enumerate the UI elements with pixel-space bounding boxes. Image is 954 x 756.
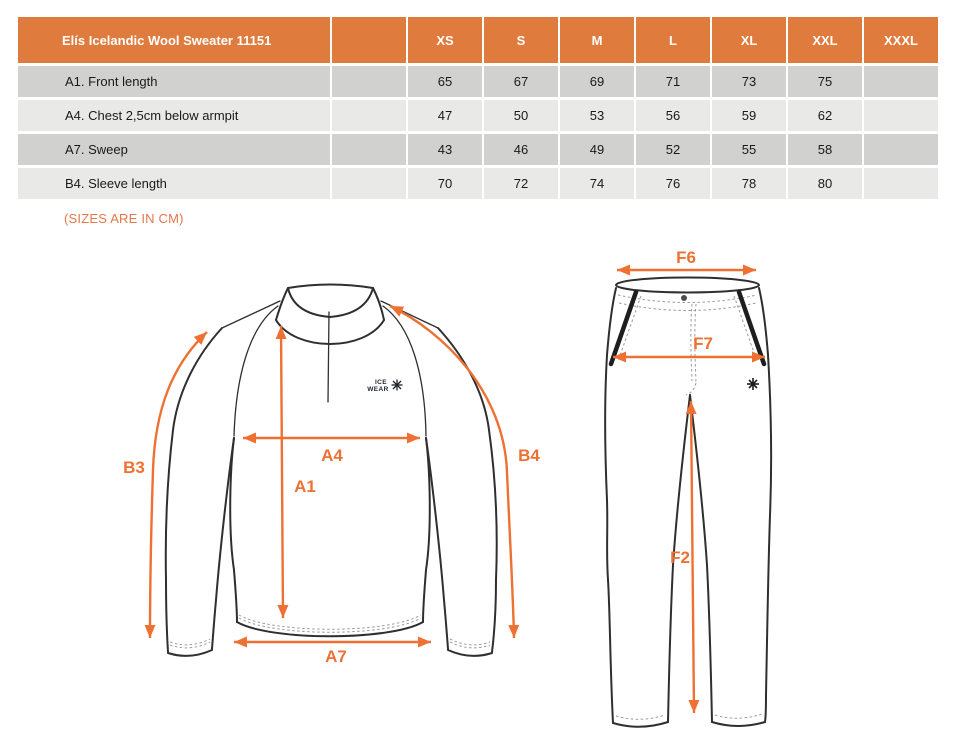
value-cell: 73 xyxy=(712,66,786,97)
value-cell: 78 xyxy=(712,168,786,199)
size-header-xxxl: XXXL xyxy=(864,17,938,63)
sweater-right-sleeve xyxy=(426,328,497,656)
row-spacer-cell xyxy=(332,66,406,97)
sweater-measurement-diagram xyxy=(110,270,560,690)
value-cell: 53 xyxy=(560,100,634,131)
value-cell xyxy=(864,100,938,131)
row-label-chest: A4. Chest 2,5cm below armpit xyxy=(18,100,330,131)
value-cell: 58 xyxy=(788,134,862,165)
value-cell: 65 xyxy=(408,66,482,97)
label-b3: B3 xyxy=(123,458,145,477)
row-spacer-cell xyxy=(332,100,406,131)
label-a7: A7 xyxy=(325,647,347,666)
row-label-front-length: A1. Front length xyxy=(18,66,330,97)
value-cell xyxy=(864,168,938,199)
pants-button xyxy=(681,295,687,301)
value-cell xyxy=(864,134,938,165)
label-f2: F2 xyxy=(670,548,690,567)
value-cell: 76 xyxy=(636,168,710,199)
value-cell: 46 xyxy=(484,134,558,165)
value-cell: 47 xyxy=(408,100,482,131)
label-b4: B4 xyxy=(518,446,540,465)
value-cell: 55 xyxy=(712,134,786,165)
logo-line2: WEAR xyxy=(367,386,389,393)
value-cell: 69 xyxy=(560,66,634,97)
value-cell: 43 xyxy=(408,134,482,165)
pants-snowflake-icon xyxy=(747,378,759,390)
row-label-sleeve-length: B4. Sleeve length xyxy=(18,168,330,199)
pants-waist-opening xyxy=(616,278,759,293)
pants-measure-arrows xyxy=(613,270,765,713)
label-f6: F6 xyxy=(676,248,696,267)
pants-outline xyxy=(605,288,771,727)
size-header-m: M xyxy=(560,17,634,63)
value-cell: 72 xyxy=(484,168,558,199)
value-cell: 59 xyxy=(712,100,786,131)
arrow-a1 xyxy=(281,326,283,618)
value-cell: 56 xyxy=(636,100,710,131)
value-cell: 71 xyxy=(636,66,710,97)
row-spacer-cell xyxy=(332,134,406,165)
sweater-body xyxy=(230,438,430,636)
label-a1: A1 xyxy=(294,477,316,496)
size-header-l: L xyxy=(636,17,710,63)
value-cell: 74 xyxy=(560,168,634,199)
product-title: Elís Icelandic Wool Sweater 11151 xyxy=(18,17,330,63)
value-cell: 70 xyxy=(408,168,482,199)
value-cell: 50 xyxy=(484,100,558,131)
value-cell: 62 xyxy=(788,100,862,131)
size-header-xxl: XXL xyxy=(788,17,862,63)
value-cell: 80 xyxy=(788,168,862,199)
value-cell xyxy=(864,66,938,97)
label-f7: F7 xyxy=(693,334,713,353)
size-header-s: S xyxy=(484,17,558,63)
value-cell: 49 xyxy=(560,134,634,165)
row-spacer-cell xyxy=(332,168,406,199)
row-label-sweep: A7. Sweep xyxy=(18,134,330,165)
sweater-raglan-seams xyxy=(222,301,438,436)
icewear-logo xyxy=(367,379,402,393)
size-header-xs: XS xyxy=(408,17,482,63)
size-table xyxy=(18,17,938,199)
sweater-zipper xyxy=(328,312,329,402)
sweater-collar xyxy=(276,285,384,345)
arrow-f2 xyxy=(691,401,694,713)
header-spacer-cell xyxy=(332,17,406,63)
logo-line1: ICE xyxy=(374,379,388,386)
label-a4: A4 xyxy=(321,446,343,465)
value-cell: 75 xyxy=(788,66,862,97)
pants-measurement-diagram xyxy=(580,245,850,740)
arrow-b3 xyxy=(150,332,207,638)
size-header-xl: XL xyxy=(712,17,786,63)
sweater-left-sleeve xyxy=(166,328,234,656)
logo-snowflake-icon xyxy=(392,380,403,391)
value-cell: 52 xyxy=(636,134,710,165)
value-cell: 67 xyxy=(484,66,558,97)
sizes-unit-note: (SIZES ARE IN CM) xyxy=(64,211,184,226)
